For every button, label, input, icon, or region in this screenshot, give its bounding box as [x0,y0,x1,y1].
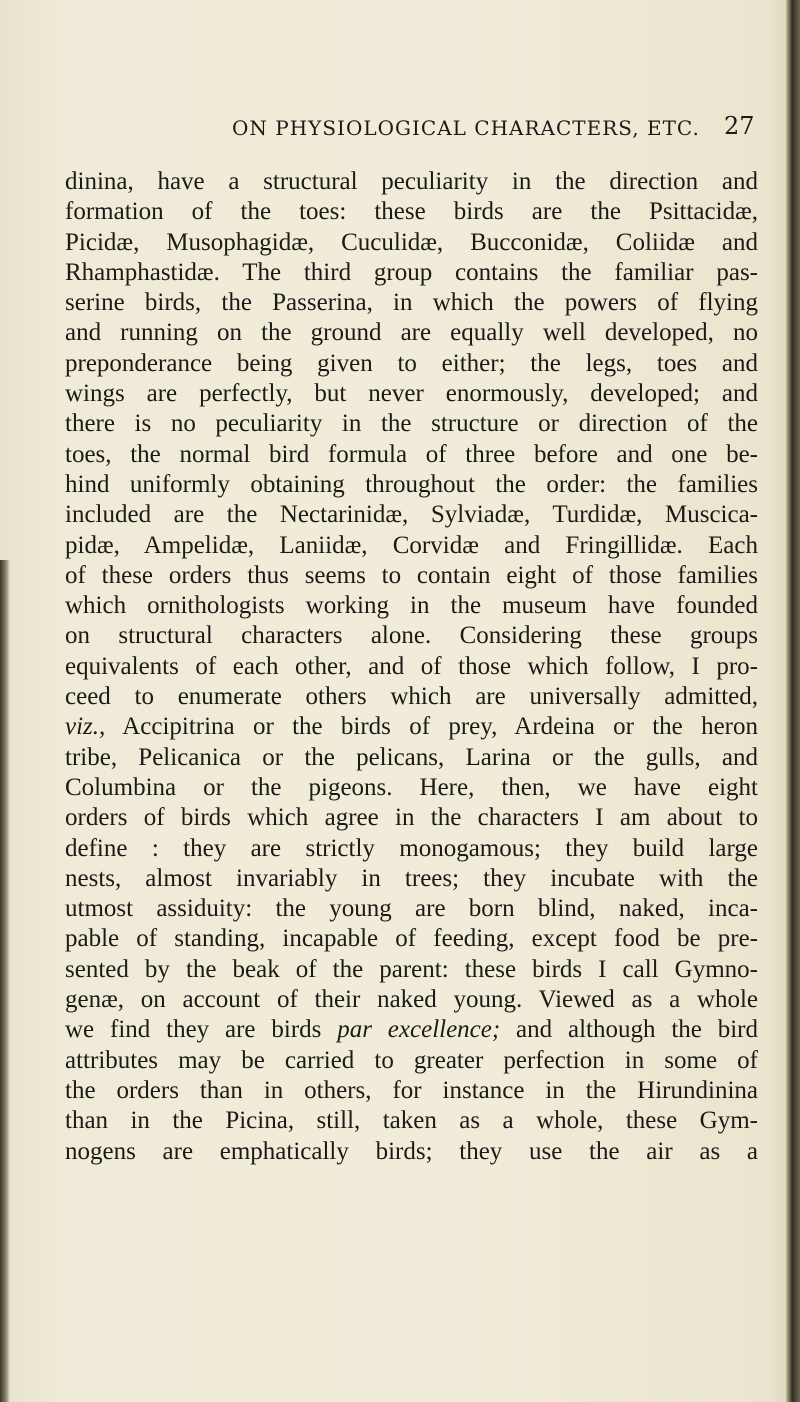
text-line: define : they are strictly monogamous; they build large [65,834,758,862]
text-line: included are the Nectarinidæ, Sylviadæ, Turdidæ, Muscica- [65,501,758,529]
text-line: nests, almost invariably in trees; they incubate with the [65,864,758,892]
text-line: Columbina or the pigeons. Here, then, we have eight [65,773,758,801]
text-fragment: and although the bird [500,1016,758,1044]
italic-viz: viz., [65,713,106,741]
text-line: there is no peculiarity in the structure or direction of the [65,410,758,438]
text-line: Picidæ, Musophagidæ, Cuculidæ, Bucconidæ, Coliidæ and [65,228,758,256]
text-line: on structural characters alone. Considering these groups [65,622,758,650]
text-line: sented by the beak of the parent: these birds I call Gymno- [65,955,758,983]
body-text [65,167,758,1167]
text-line: pable of standing, incapable of feeding, except food be pre- [65,925,758,953]
text-line: and running on the ground are equally well developed, no [65,319,758,347]
text-line: attributes may be carried to greater perfection in some of [65,1046,758,1074]
text-line: serine birds, the Passerina, in which the powers of flying [65,289,758,317]
page-left-shadow [0,560,10,1402]
text-line: genæ, on account of their naked young. Viewed as a whole [65,986,758,1014]
text-line: utmost assiduity: the young are born blind, naked, inca- [65,895,758,923]
text-line: wings are perfectly, but never enormously, developed; and [65,380,758,408]
text-fragment: we find they are birds [65,1016,338,1044]
text-fragment: Accipitrina or the birds of prey, Ardeina or the heron [105,713,758,741]
text-line: preponderance being given to either; the legs, toes and [65,349,758,377]
text-line: Rhamphastidæ. The third group contains the familiar pas- [65,258,758,286]
text-line: hind uniformly obtaining throughout the order: the families [65,470,758,498]
text-line: of these orders thus seems to contain eight of those families [65,561,758,589]
text-line: the orders than in others, for instance in the Hirundinina [65,1076,758,1104]
text-line: toes, the normal bird formula of three before and one be- [65,440,758,468]
text-line: nogens are emphatically birds; they use the air as a [65,1137,758,1165]
text-line: formation of the toes: these birds are the Psittacidæ, [65,198,758,226]
text-line: orders of birds which agree in the characters I am about to [65,804,758,832]
page-number: 27 [724,112,755,140]
running-head-title: ON PHYSIOLOGICAL CHARACTERS, ETC. [232,116,700,140]
italic-par-excellence: par excellence; [337,1016,501,1044]
text-line: equivalents of each other, and of those which follow, I pro- [65,652,758,680]
text-line: dinina, have a structural peculiarity in the direction and [65,168,758,195]
text-line: tribe, Pelicanica or the pelicans, Larina or the gulls, and [65,743,758,771]
running-head [0,112,800,146]
text-line: than in the Picina, still, taken as a whole, these Gym- [65,1107,758,1135]
page-binding-edge [786,0,800,1402]
text-line: pidæ, Ampelidæ, Laniidæ, Corvidæ and Fringillidæ. Each [65,531,758,559]
text-line: which ornithologists working in the museum have founded [65,592,758,620]
text-line-par-excellence [65,1015,758,1045]
text-line: ceed to enumerate others which are universally admitted, [65,683,758,711]
text-line-viz [65,712,758,742]
